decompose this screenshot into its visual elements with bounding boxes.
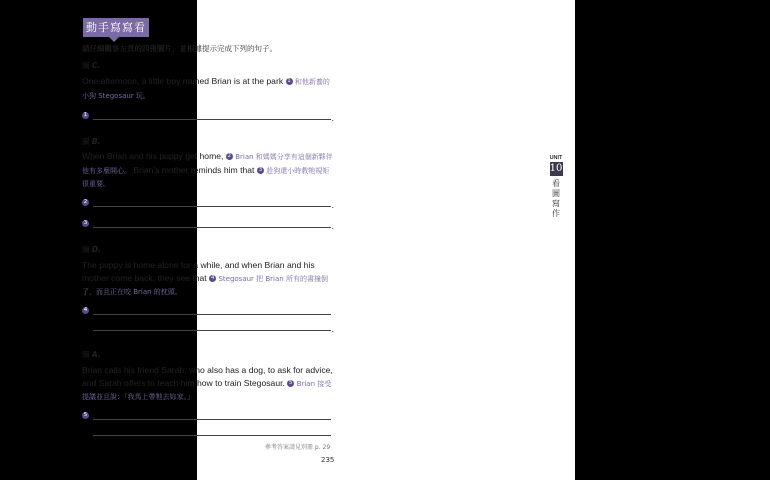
paragraph-b: When Brian and his puppy get home, 2 Brian 和媽媽分享有這個新夥伴他有多麼開心。 Brian's mother reminds him that 3 趁狗還小時教牠規矩很重要。 xyxy=(82,151,333,188)
answer-line-5a[interactable] xyxy=(82,410,334,420)
hint-4: Stegosaur 把 Brian 所有的書撞倒了，而且正在咬 Brian 的枕頭。 xyxy=(82,274,328,296)
hint-number-4: 4 xyxy=(210,274,215,281)
hint-number-1: 1 xyxy=(287,78,291,85)
hint-number-3: 3 xyxy=(258,166,263,173)
answer-reference-note: 參考答案請見別冊 p. 29 xyxy=(265,444,331,451)
unit-title: 看 圖 寫 作 xyxy=(552,179,560,218)
hint-3: 趁狗還小時教牠規矩很重要。 xyxy=(82,166,330,188)
answer-number-5: 5 xyxy=(83,412,88,418)
hint-5: Brian 接受提議並且說：「我馬上帶牠去妳家。」 xyxy=(82,379,332,401)
paragraph-c: One afternoon, a little boy named Brian is at the park 1 和他新養的小狗 Stegosaur 玩。 xyxy=(82,76,330,100)
paragraph-a: Brian calls his friend Sarah, who also has a dog, to ask for advice, and Sarah offers to teach him how to train Stegosaur. 5 Brian 接受提議並且說：「我馬上帶牠去妳家。」 xyxy=(82,365,333,401)
answer-line-4b[interactable]: . xyxy=(82,321,334,331)
hint-number-5: 5 xyxy=(289,379,293,386)
answer-line-4a[interactable] xyxy=(82,305,334,315)
answer-number-2: 2 xyxy=(83,199,88,205)
hint-1: 和他新養的小狗 Stegosaur 玩。 xyxy=(82,78,330,100)
figure-label-c: 圖 C. xyxy=(82,61,101,70)
figure-label-a: 圖 A. xyxy=(82,350,101,359)
book-page xyxy=(197,0,575,480)
answer-number-4: 4 xyxy=(83,307,88,313)
hint-2: Brian 和媽媽分享有這個新夥伴他有多麼開心。 xyxy=(82,153,333,175)
answer-line-1[interactable]: 1 . xyxy=(83,112,334,123)
section-header: 動手寫寫看 xyxy=(83,18,149,37)
unit-side-tab xyxy=(549,155,563,219)
unit-number: 10 xyxy=(549,163,563,174)
instruction-text: 請仔細觀察左頁的四張圖片，並根據提示完成下列的句子。 xyxy=(82,44,277,53)
answer-line-5b[interactable] xyxy=(82,426,334,436)
hint-number-2: 2 xyxy=(227,153,232,160)
figure-label-b: 圖 B. xyxy=(82,137,101,146)
answer-number-3: 3 xyxy=(83,220,88,226)
page-number: 235 xyxy=(321,456,335,464)
answer-number-1: 1 xyxy=(83,112,88,118)
answer-line-3[interactable]: 3 . xyxy=(83,220,334,231)
figure-label-d: 圖 D. xyxy=(82,245,101,254)
unit-label: UNIT xyxy=(549,155,563,161)
answer-line-2[interactable]: 2 . xyxy=(83,199,334,210)
paragraph-d: The puppy is home alone for a while, and when Brian and his mother come back, they see that 4 Stegosaur 把 Brian 所有的書撞倒了，而且正在咬 Brian 的枕頭。 xyxy=(82,260,328,296)
